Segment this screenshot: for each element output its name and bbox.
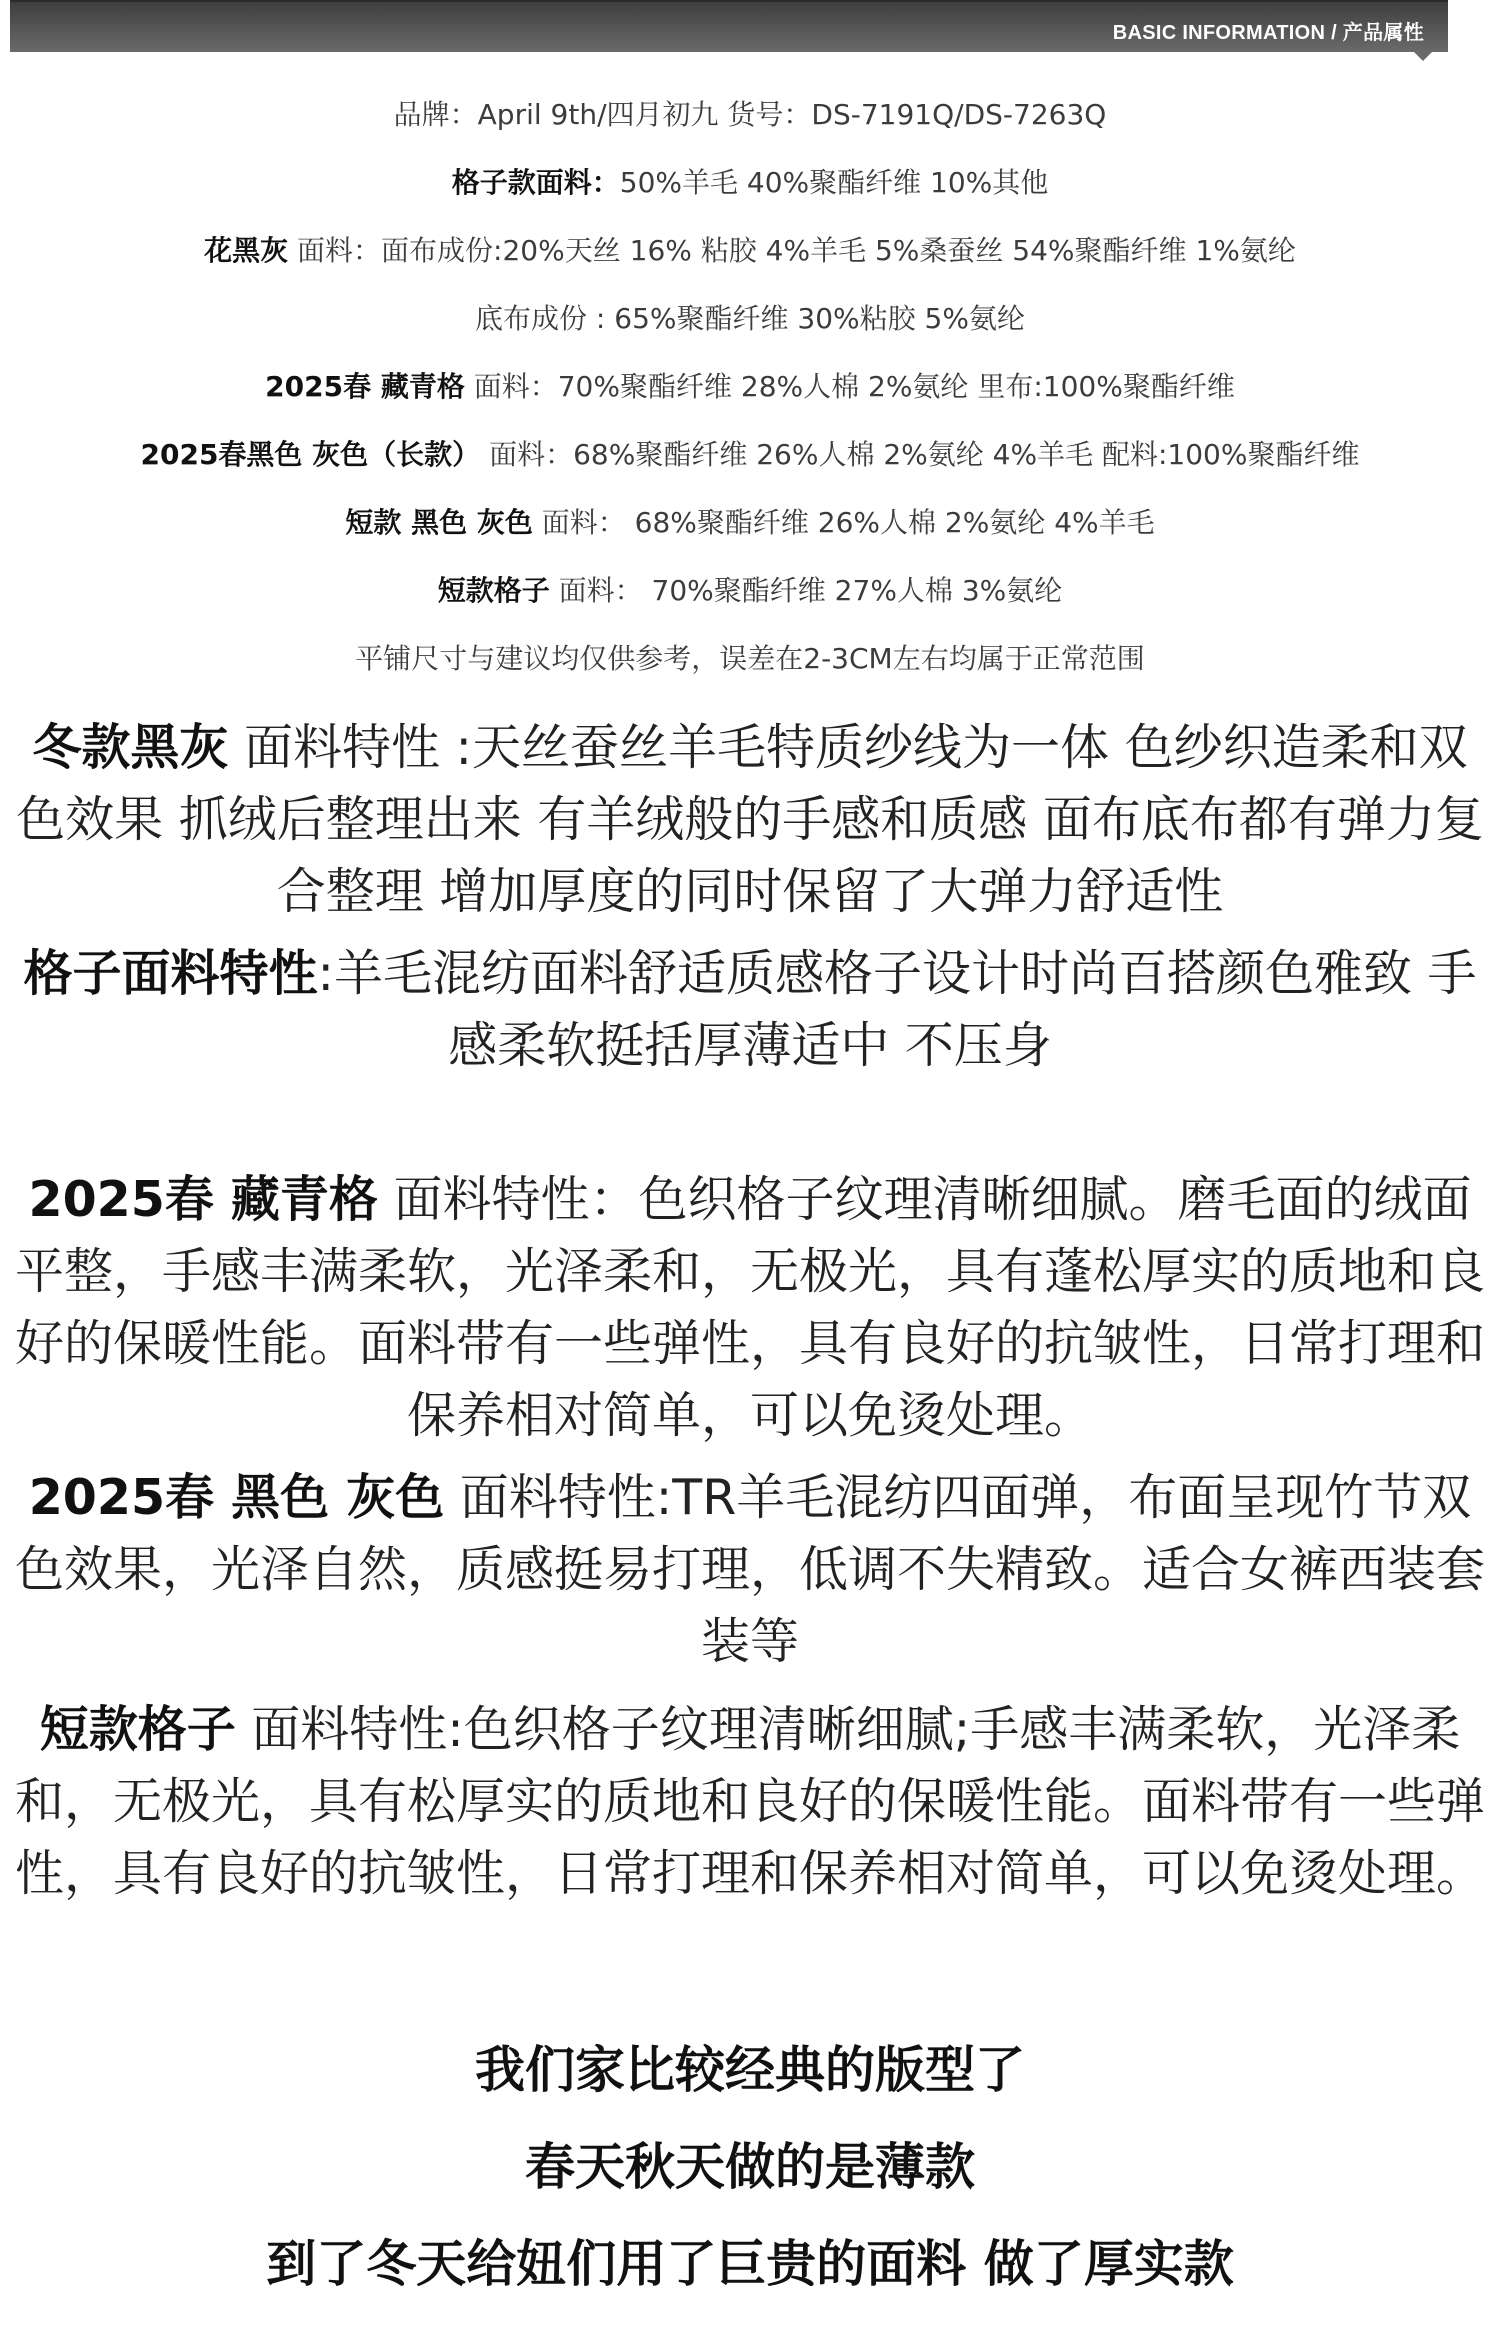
feature-navy-text: 面料特性：色织格子纹理清晰细腻。磨毛面的绒面平整，手感丰满柔软，光泽柔和，无极光，具有蓬松厚实的质地和良好的保暖性能。面料带有一些弹性，具有良好的抗皱性，日常打理和保养相对简单，可以免烫处理。 — [14, 1171, 1485, 1444]
closing-slogans — [0, 2040, 1500, 2331]
feature-winter-text: 面料特性 :天丝蚕丝羊毛特质纱线为一体 色纱织造柔和双色效果 抓绒后整理出来 有羊绒般的手感和质感 面布底布都有弹力复合整理 增加厚度的同时保留了大弹力舒适性 — [16, 719, 1484, 920]
feature-plaid-label: 格子面料特性 — [23, 945, 318, 1002]
feature-navy-label: 2025春 藏青格 — [28, 1171, 378, 1228]
feature-navy — [14, 1164, 1486, 1452]
spec-heather-label: 花黑灰 — [204, 234, 289, 267]
spec-base-fabric: 底布成份 : 65%聚酯纤维 30%粘胶 5%氨纶 — [475, 302, 1025, 335]
spec-long-fabric — [0, 438, 1500, 472]
spec-navy-fabric — [0, 370, 1500, 404]
fabric-feature-list — [0, 712, 1500, 1910]
spec-plaid-label: 格子款面料： — [451, 166, 620, 199]
feature-short-plaid-text: 面料特性:色织格子纹理清晰细腻;手感丰满柔软，光泽柔和，无极光，具有松厚实的质地和良好的保暖性能。面料带有一些弹性，具有良好的抗皱性，日常打理和保养相对简单，可以免烫处理。 — [14, 1701, 1485, 1902]
spec-short-fabric — [0, 506, 1500, 540]
spec-short-label: 短款 黑色 灰色 — [345, 506, 533, 539]
spec-navy-label: 2025春 藏青格 — [265, 370, 465, 403]
spec-heather-fabric — [0, 234, 1500, 268]
product-spec-list — [0, 98, 1500, 710]
closing-line-3: 到了冬天给妞们用了巨贵的面料 做了厚实款 — [266, 2235, 1234, 2293]
spec-short-plaid-value: 面料： 70%聚酯纤维 27%人棉 3%氨纶 — [549, 574, 1063, 607]
feature-winter — [14, 712, 1486, 928]
feature-black-grey-label: 2025春 黑色 灰色 — [28, 1469, 445, 1526]
closing-line-1: 我们家比较经典的版型了 — [475, 2041, 1025, 2099]
spec-plaid-fabric — [0, 166, 1500, 200]
feature-plaid — [14, 938, 1486, 1082]
feature-plaid-text: :羊毛混纺面料舒适质感格子设计时尚百搭颜色雅致 手感柔软挺括厚薄适中 不压身 — [317, 945, 1477, 1074]
closing-line-2: 春天秋天做的是薄款 — [525, 2138, 975, 2196]
spec-short-plaid-fabric — [0, 574, 1500, 608]
spec-plaid-value: 50%羊毛 40%聚酯纤维 10%其他 — [619, 166, 1049, 199]
spec-brand-line: 品牌：April 9th/四月初九 货号：DS-7191Q/DS-7263Q — [393, 98, 1107, 131]
section-header-title: BASIC INFORMATION / 产品属性 — [1112, 22, 1424, 44]
spec-long-label: 2025春黑色 灰色（长款） — [140, 438, 481, 471]
spec-heather-value: 面料：面布成份:20%天丝 16% 粘胶 4%羊毛 5%桑蚕丝 54%聚酯纤维 1%氨纶 — [288, 234, 1296, 267]
spec-short-value: 面料： 68%聚酯纤维 26%人棉 2%氨纶 4%羊毛 — [532, 506, 1155, 539]
spec-size-note: 平铺尺寸与建议均仅供参考，误差在2-3CM左右均属于正常范围 — [355, 642, 1145, 675]
spec-long-value: 面料：68%聚酯纤维 26%人棉 2%氨纶 4%羊毛 配料:100%聚酯纤维 — [480, 438, 1360, 471]
feature-short-plaid — [14, 1694, 1486, 1910]
header-notch-decoration — [1414, 52, 1432, 61]
section-header-bar — [10, 0, 1448, 52]
spec-navy-value: 面料：70%聚酯纤维 28%人棉 2%氨纶 里布:100%聚酯纤维 — [464, 370, 1235, 403]
feature-short-plaid-label: 短款格子 — [39, 1701, 236, 1758]
feature-winter-label: 冬款黑灰 — [32, 719, 229, 776]
spec-short-plaid-label: 短款格子 — [437, 574, 550, 607]
feature-black-grey-text: 面料特性:TR羊毛混纺四面弹，布面呈现竹节双色效果，光泽自然，质感挺易打理，低调不失精致。适合女裤西装套装等 — [14, 1469, 1485, 1670]
feature-black-grey — [14, 1462, 1486, 1678]
